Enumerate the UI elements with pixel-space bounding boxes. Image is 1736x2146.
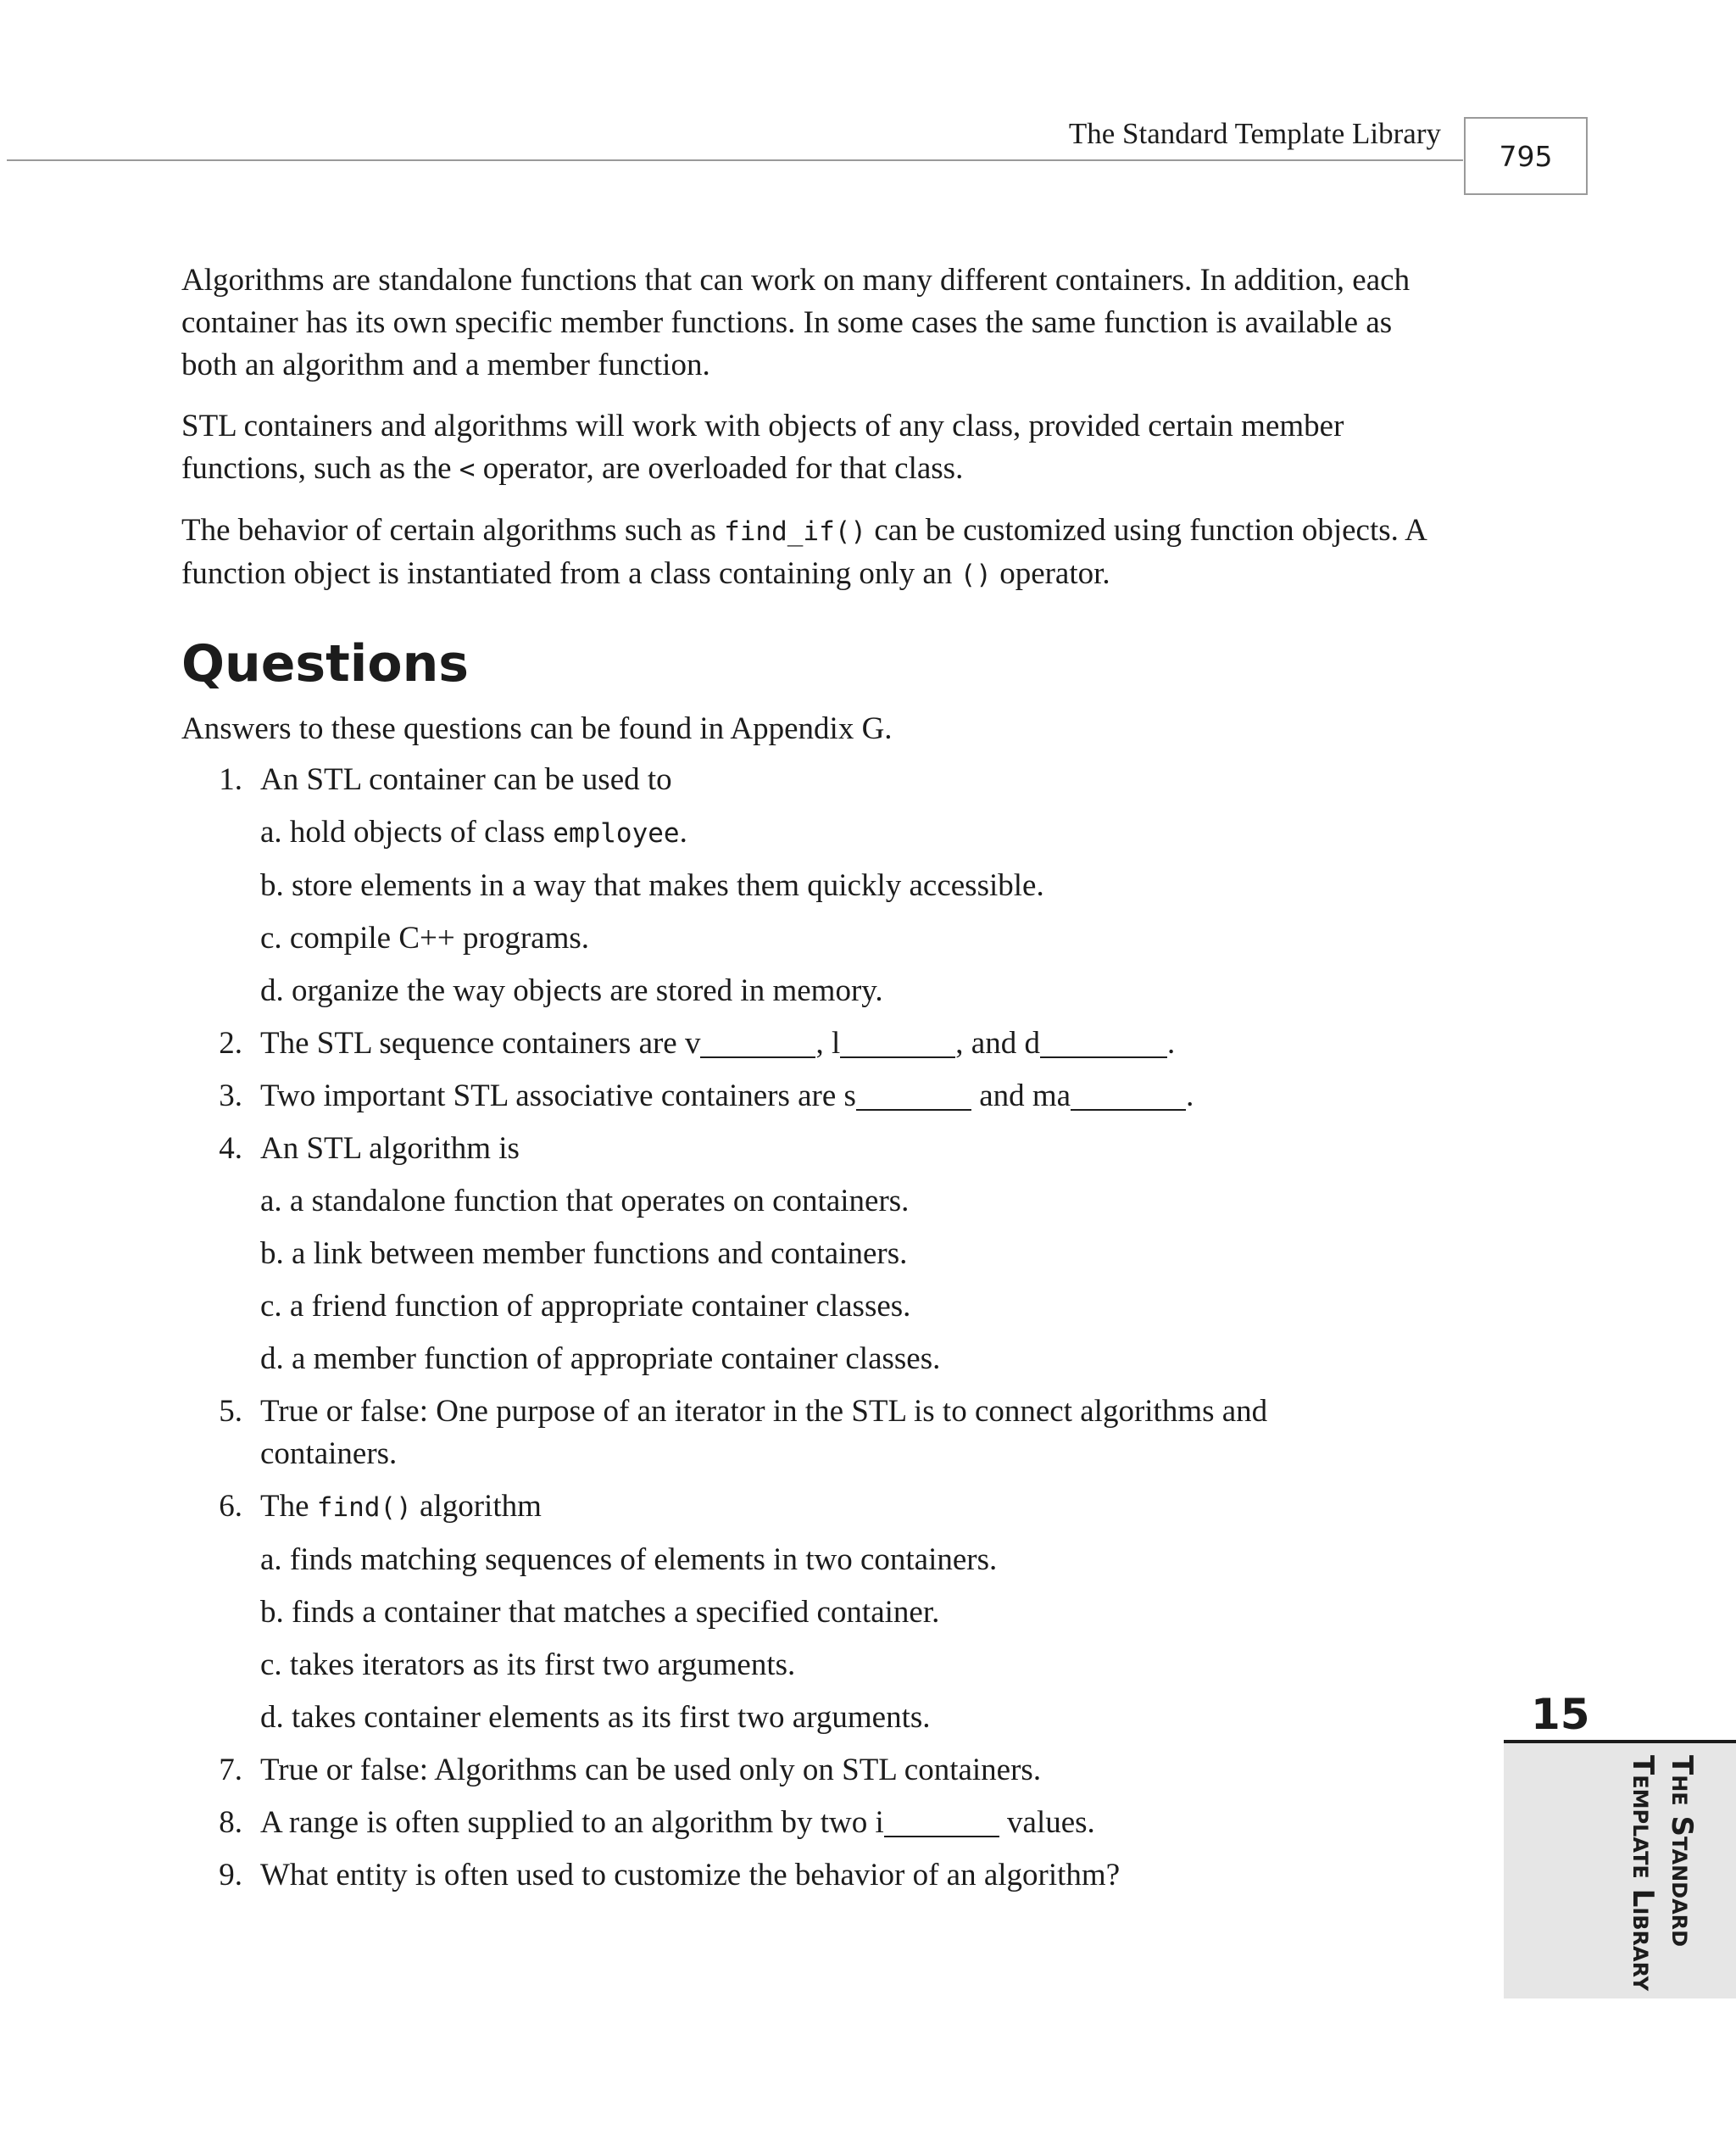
question-item [181,1075,1453,1118]
text-run: operator. [991,556,1110,591]
question-item [181,1749,1453,1792]
text-run: An STL container can be used to [260,762,672,797]
text-run: The behavior of certain algorithms such as [181,513,725,548]
text-run: . [1186,1079,1194,1113]
question-number: 5. [219,1394,242,1429]
fill-blank [1071,1080,1186,1111]
header-rule [7,159,1463,161]
running-title: The Standard Template Library [1068,117,1441,150]
question-item [181,1485,1453,1739]
fill-blank [884,1807,999,1837]
text-run: What entity is often used to customize the behavior of an algorithm? [260,1858,1121,1892]
question-text [181,1749,1453,1792]
question-number: 8. [219,1805,242,1840]
question-number: 1. [219,762,242,797]
text-run: . [1166,1026,1176,1061]
inline-code: < [459,454,476,485]
answer-option: b. store elements in a way that makes them quickly accessible. [260,868,1044,903]
answer-option: c. compile C++ programs. [260,921,590,956]
question-text [181,1128,1453,1170]
text-run: Two important STL associative containers are s [260,1079,856,1113]
answer-option: b. a link between member functions and containers. [260,1236,908,1271]
inline-code: find() [316,1492,412,1523]
question-number: 9. [219,1858,242,1892]
question-text-continued: containers. [260,1436,398,1471]
question-item [181,1023,1453,1065]
question-text [181,1391,1453,1433]
text-run: An STL algorithm is [260,1131,520,1166]
summary-paragraph-2 [181,405,1453,491]
question-number: 3. [219,1079,242,1113]
chapter-number: 15 [1531,1690,1590,1739]
text-run: A range is often supplied to an algorithm by two i [260,1805,884,1840]
question-text [181,759,1453,801]
text-run: True or false: Algorithms can be used only on STL containers. [260,1753,1042,1787]
question-text [181,1854,1453,1897]
fill-blank [700,1028,815,1058]
page-content [181,259,1453,1897]
text-run: . [679,815,687,850]
question-text [181,1023,1453,1065]
text-run: The [260,1489,317,1524]
answer-option: d. organize the way objects are stored in memory. [260,973,883,1008]
question-number: 6. [219,1489,242,1524]
text-run: True or false: One purpose of an iterator in the STL is to connect algorithms and [260,1394,1268,1429]
question-text [181,1075,1453,1118]
text-run: a. hold objects of class [260,815,554,850]
text-run: , and d [955,1026,1040,1061]
fill-blank [840,1028,955,1058]
text-run: algorithm [411,1489,542,1524]
chapter-tab-title-line: The Standard [1665,1755,1699,1948]
answer-option: a. a standalone function that operates on containers. [260,1184,910,1218]
question-item [181,1802,1453,1844]
question-number: 4. [219,1131,242,1166]
inline-code: find_if() [724,516,867,547]
page-number: 795 [1464,117,1588,195]
inline-code: employee [553,818,680,849]
answer-option: b. finds a container that matches a specified container. [260,1595,940,1630]
questions-intro: Answers to these questions can be found in Appendix G. [181,711,893,746]
text-run: can be customized using function objects. A function object is instantiated from a class containing only an [181,513,1426,591]
answer-option [181,811,1453,855]
text-run: values. [999,1805,1095,1840]
section-heading: Questions [181,634,470,694]
summary-paragraph-1: Algorithms are standalone functions that can work on many different containers. In addition, each container has its own specific member functions. In some cases the same function is available as both an algorithm and a member function. [181,263,1410,382]
text-run: operator, are overloaded for that class. [475,451,964,486]
answer-option: d. takes container elements as its first two arguments. [260,1700,931,1735]
summary-paragraph-3 [181,510,1453,596]
chapter-tab-title [1623,1755,1701,1991]
thumb-tab-rule [1504,1740,1736,1743]
question-item [181,1391,1453,1475]
chapter-tab-title-line: Template Library [1626,1755,1660,1992]
question-item [181,1128,1453,1380]
question-number: 7. [219,1753,242,1787]
question-text [181,1485,1453,1529]
answer-option: a. finds matching sequences of elements in two containers. [260,1542,998,1577]
inline-code: () [960,560,992,590]
question-item [181,1854,1453,1897]
text-run: STL containers and algorithms will work with objects of any class, provided certain member functions, such as the [181,409,1344,486]
answer-option: d. a member function of appropriate container classes. [260,1341,941,1376]
questions-list [181,759,1453,1897]
text-run: The STL sequence containers are v [260,1026,701,1061]
fill-blank [1040,1028,1167,1058]
text-run: , l [815,1026,841,1061]
text-run: and ma [971,1079,1071,1113]
answer-option: c. takes iterators as its first two arguments. [260,1647,796,1682]
fill-blank [856,1080,971,1111]
answer-option: c. a friend function of appropriate container classes. [260,1289,911,1324]
question-text [181,1802,1453,1844]
question-number: 2. [219,1026,242,1061]
question-item [181,759,1453,1012]
